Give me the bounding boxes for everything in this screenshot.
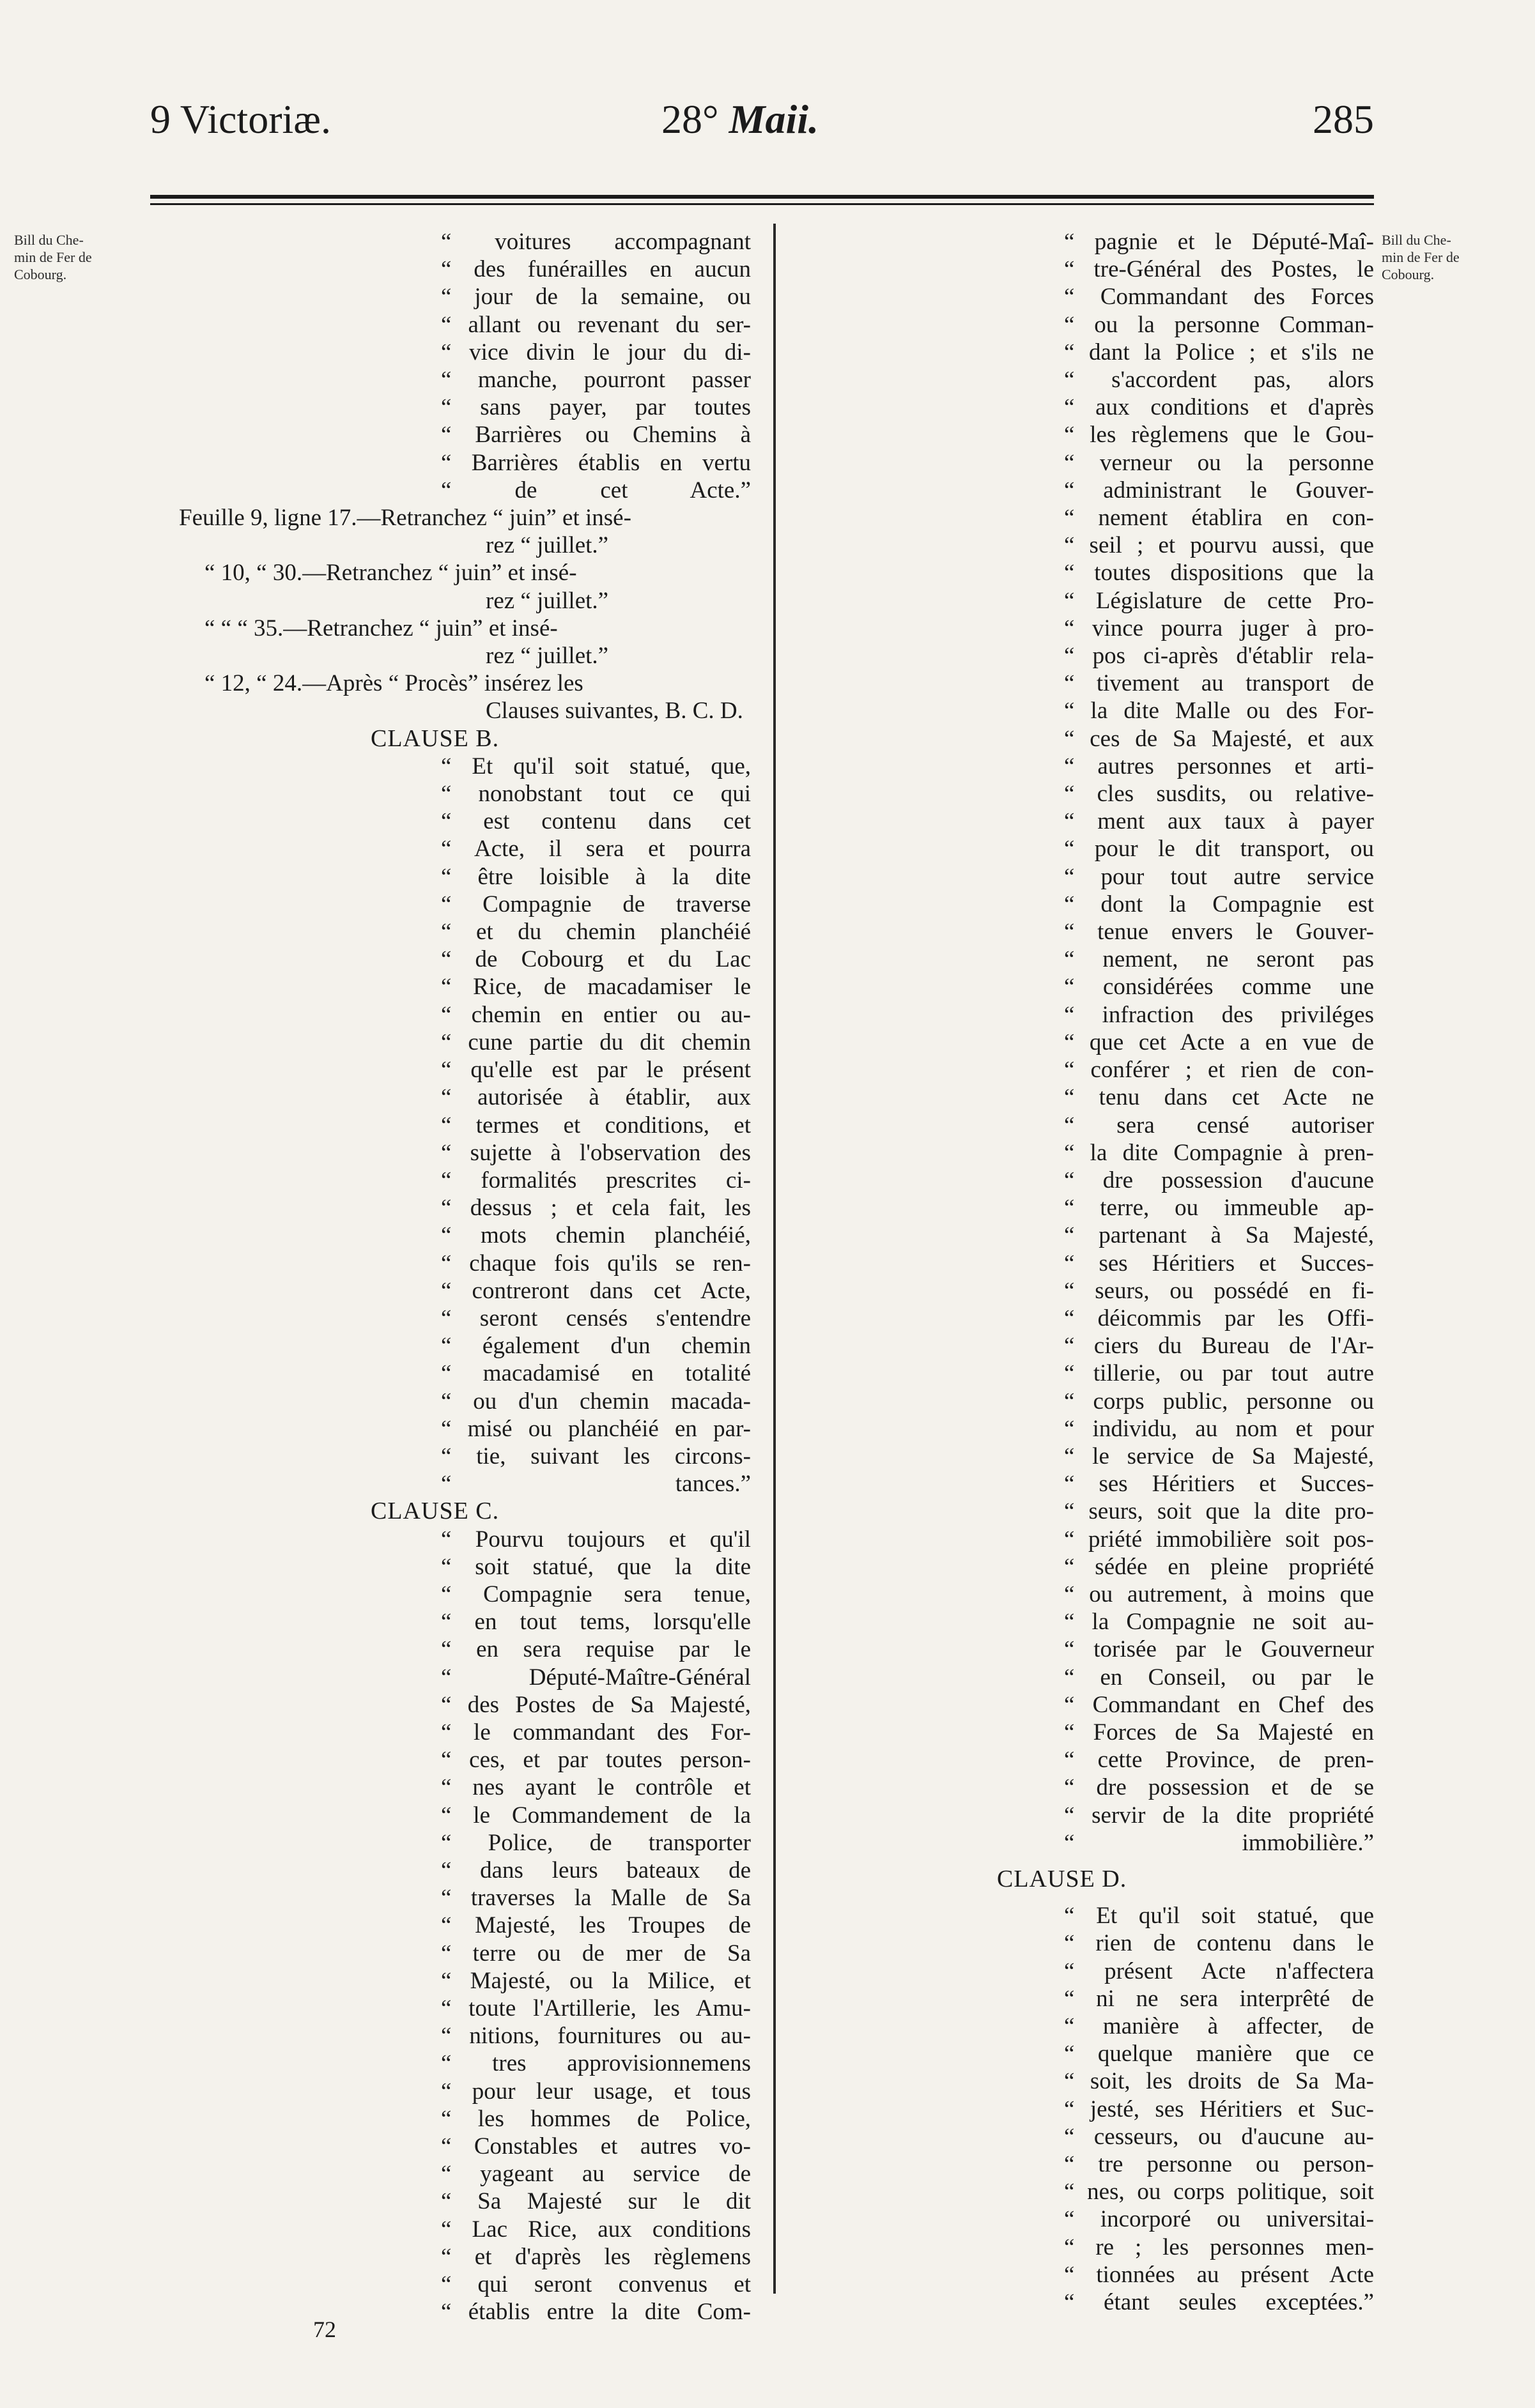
text-line: “ infraction des priviléges — [1064, 1001, 1374, 1028]
text-line: “ immobilière.” — [1064, 1829, 1374, 1856]
text-line: “ des Postes de Sa Majesté, — [441, 1691, 751, 1718]
text-line: “ toute l'Artillerie, les Amu- — [441, 1995, 751, 2021]
text-line: “ macadamisé en totalité — [441, 1360, 751, 1387]
text-line: “ les règlemens que le Gou- — [1064, 422, 1374, 449]
text-line: “ manche, pourront passer — [441, 367, 751, 394]
text-line: “ que cet Acte a en vue de — [1064, 1029, 1374, 1055]
text-line: “ seront censés s'entendre — [441, 1305, 751, 1331]
text-line: “ en sera requise par le — [441, 1636, 751, 1663]
header-month: Maii. — [729, 96, 819, 142]
text-line: “ la dite Compagnie à pren- — [1064, 1139, 1374, 1166]
amendment-line: rez “ juillet.” — [486, 532, 609, 559]
text-line: “ tie, suivant les circons- — [441, 1443, 751, 1469]
amendment-line: “ 10, “ 30.—Retranchez “ juin” et insé- — [204, 560, 577, 587]
text-line: “ tivement au transport de — [1064, 670, 1374, 697]
text-line: “ misé ou planchéié en par- — [441, 1415, 751, 1442]
text-line: “ tenue envers le Gouver- — [1064, 919, 1374, 946]
clause-b-title: CLAUSE B. — [371, 725, 500, 752]
text-line: “ dessus ; et cela fait, les — [441, 1195, 751, 1222]
text-line: “ qui seront convenus et — [441, 2271, 751, 2298]
text-line: “ jesté, ses Héritiers et Suc- — [1064, 2096, 1374, 2122]
text-line: “ toutes dispositions que la — [1064, 560, 1374, 587]
text-line: “ Barrières ou Chemins à — [441, 422, 751, 449]
text-line: “ cune partie du dit chemin — [441, 1029, 751, 1055]
text-line: “ Constables et autres vo- — [441, 2133, 751, 2160]
text-line: “ ciers du Bureau de l'Ar- — [1064, 1333, 1374, 1360]
text-line: “ établis entre la dite Com- — [441, 2299, 751, 2326]
text-line: “ nement, ne seront pas — [1064, 946, 1374, 973]
text-line: “ ment aux taux à payer — [1064, 808, 1374, 835]
text-line: “ et du chemin planchéié — [441, 919, 751, 946]
text-line: “ ou la personne Comman- — [1064, 311, 1374, 338]
text-line: “ sans payer, par toutes — [441, 394, 751, 421]
amendment-line: “ 12, “ 24.—Après “ Procès” insérez les — [204, 670, 583, 697]
margin-note-left: Bill du Che- min de Fer de Cobourg. — [14, 232, 92, 282]
text-line: “ nement établira en con- — [1064, 505, 1374, 532]
text-line: “ étant seules exceptées.” — [1064, 2289, 1374, 2316]
text-line: “ déicommis par les Offi- — [1064, 1305, 1374, 1331]
text-line: “ dre possession d'aucune — [1064, 1167, 1374, 1193]
text-line: “ Rice, de macadamiser le — [441, 974, 751, 1001]
clause-c-title: CLAUSE C. — [371, 1498, 500, 1525]
text-line: “ vince pourra juger à pro- — [1064, 615, 1374, 641]
text-line: “ sujette à l'observation des — [441, 1139, 751, 1166]
text-line: “ de cet Acte.” — [441, 477, 751, 503]
text-line: “ Législature de cette Pro- — [1064, 587, 1374, 614]
text-line: “ terre, ou immeuble ap- — [1064, 1195, 1374, 1222]
text-line: “ aux conditions et d'après — [1064, 394, 1374, 421]
text-line: “ tre-Général des Postes, le — [1064, 256, 1374, 283]
text-line: “ termes et conditions, et — [441, 1112, 751, 1139]
text-line: “ les hommes de Police, — [441, 2105, 751, 2132]
text-line: “ incorporé ou universitai- — [1064, 2206, 1374, 2233]
text-line: “ le commandant des For- — [441, 1719, 751, 1745]
text-line: “ nes ayant le contrôle et — [441, 1774, 751, 1801]
text-line: “ Forces de Sa Majesté en — [1064, 1719, 1374, 1745]
page-header — [150, 96, 1374, 153]
text-line: “ verneur ou la personne — [1064, 449, 1374, 476]
text-line: “ cette Province, de pren- — [1064, 1747, 1374, 1774]
text-line: “ soit statué, que la dite — [441, 1553, 751, 1580]
text-line: “ torisée par le Gouverneur — [1064, 1636, 1374, 1663]
text-line: “ Et qu'il soit statué, que, — [441, 753, 751, 779]
text-line: “ Compagnie de traverse — [441, 891, 751, 917]
text-line: “ tre personne ou person- — [1064, 2151, 1374, 2178]
text-line: “ rien de contenu dans le — [1064, 1930, 1374, 1957]
right-column — [997, 228, 1374, 2316]
text-line: “ Et qu'il soit statué, que — [1064, 1903, 1374, 1929]
amendment-line: Clauses suivantes, B. C. D. — [486, 698, 743, 725]
text-line: “ tionnées au présent Acte — [1064, 2261, 1374, 2288]
text-line: “ mots chemin planchéié, — [441, 1222, 751, 1249]
clause-d-title: CLAUSE D. — [997, 1865, 1127, 1892]
text-line: “ Acte, il sera et pourra — [441, 836, 751, 863]
text-line: “ cles susdits, ou relative- — [1064, 781, 1374, 808]
text-line: “ manière à affecter, de — [1064, 2013, 1374, 2039]
text-line: “ ou d'un chemin macada- — [441, 1388, 751, 1415]
text-line: “ seurs, ou possédé en fi- — [1064, 1277, 1374, 1304]
text-line: “ dont la Compagnie est — [1064, 891, 1374, 917]
quote-block-1 — [441, 228, 751, 504]
text-line: “ sédée en pleine propriété — [1064, 1553, 1374, 1580]
text-line: “ le Commandement de la — [441, 1802, 751, 1829]
text-line: “ ses Héritiers et Succes- — [1064, 1250, 1374, 1277]
text-line: “ Compagnie sera tenue, — [441, 1581, 751, 1607]
text-line: “ Barrières établis en vertu — [441, 449, 751, 476]
text-line: “ servir de la dite propriété — [1064, 1802, 1374, 1829]
signature-mark: 72 — [313, 2317, 336, 2342]
text-line: “ seil ; et pourvu aussi, que — [1064, 532, 1374, 559]
text-line: “ pagnie et le Député-Maî- — [1064, 229, 1374, 255]
text-line: “ tenu dans cet Acte ne — [1064, 1084, 1374, 1111]
text-line: “ priété immobilière soit pos- — [1064, 1526, 1374, 1553]
clause-d-text — [1064, 1902, 1374, 2316]
text-line: “ autorisée à établir, aux — [441, 1084, 751, 1111]
text-line: “ partenant à Sa Majesté, — [1064, 1222, 1374, 1249]
text-line: “ pos ci-après d'établir rela- — [1064, 643, 1374, 670]
text-line: “ terre ou de mer de Sa — [441, 1940, 751, 1967]
text-line: “ ou autrement, à moins que — [1064, 1581, 1374, 1607]
text-line: “ conférer ; et rien de con- — [1064, 1057, 1374, 1084]
text-line: “ s'accordent pas, alors — [1064, 367, 1374, 394]
text-line: “ et d'après les règlemens — [441, 2243, 751, 2270]
text-line: “ soit, les droits de Sa Ma- — [1064, 2068, 1374, 2095]
text-line: “ pour leur usage, et tous — [441, 2078, 751, 2105]
text-line: “ Commandant en Chef des — [1064, 1691, 1374, 1718]
text-line: “ de Cobourg et du Lac — [441, 946, 751, 973]
text-line: “ également d'un chemin — [441, 1333, 751, 1360]
text-line: “ chaque fois qu'ils se ren- — [441, 1250, 751, 1277]
text-line: “ Majesté, ou la Milice, et — [441, 1967, 751, 1994]
text-line: “ dre possession et de se — [1064, 1774, 1374, 1801]
text-line: “ traverses la Malle de Sa — [441, 1885, 751, 1912]
text-line: “ présent Acte n'affectera — [1064, 1958, 1374, 1984]
text-line: “ être loisible à la dite — [441, 863, 751, 890]
text-line: “ Sa Majesté sur le dit — [441, 2188, 751, 2215]
text-line: “ Commandant des Forces — [1064, 284, 1374, 311]
text-line: “ qu'elle est par le présent — [441, 1057, 751, 1084]
text-line: “ est contenu dans cet — [441, 808, 751, 835]
header-day: 28° — [661, 96, 719, 142]
text-line: “ dans leurs bateaux de — [441, 1857, 751, 1883]
text-line: “ Député-Maître-Général — [441, 1664, 751, 1691]
text-line: “ formalités prescrites ci- — [441, 1167, 751, 1193]
text-line: “ yageant au service de — [441, 2161, 751, 2188]
text-line: “ chemin en entier ou au- — [441, 1001, 751, 1028]
amendment-line: “ “ “ 35.—Retranchez “ juin” et insé- — [204, 615, 558, 641]
text-line: “ la dite Malle ou des For- — [1064, 698, 1374, 725]
amendments-block — [179, 504, 754, 725]
header-rule-thin — [150, 203, 1374, 205]
text-line: “ la Compagnie ne soit au- — [1064, 1609, 1374, 1636]
text-line: “ ni ne sera interprêté de — [1064, 1985, 1374, 2012]
text-line: “ tances.” — [441, 1471, 751, 1498]
text-line: “ voitures accompagnant — [441, 229, 751, 255]
text-line: “ Police, de transporter — [441, 1829, 751, 1856]
text-line: “ ces, et par toutes person- — [441, 1747, 751, 1774]
regnal-year: 9 Victoriæ. — [150, 96, 331, 142]
text-line: “ le service de Sa Majesté, — [1064, 1443, 1374, 1469]
text-line: “ allant ou revenant du ser- — [441, 311, 751, 338]
column-divider — [773, 224, 776, 2294]
margin-note-right: Bill du Che- min de Fer de Cobourg. — [1382, 232, 1460, 282]
text-line: “ pour le dit transport, ou — [1064, 836, 1374, 863]
text-line: “ cesseurs, ou d'aucune au- — [1064, 2123, 1374, 2150]
clause-b-text — [441, 753, 751, 1498]
text-line: “ en Conseil, ou par le — [1064, 1664, 1374, 1691]
text-line: “ contreront dans cet Acte, — [441, 1277, 751, 1304]
amendment-line: Feuille 9, ligne 17.—Retranchez “ juin” et insé- — [179, 505, 631, 532]
clause-c-text — [441, 1526, 751, 2326]
text-line: “ Majesté, les Troupes de — [441, 1912, 751, 1939]
text-line: “ Pourvu toujours et qu'il — [441, 1526, 751, 1553]
amendment-line: rez “ juillet.” — [486, 587, 609, 614]
text-line: “ tres approvisionnemens — [441, 2050, 751, 2077]
header-rule-thick — [150, 195, 1374, 199]
text-line: “ nes, ou corps politique, soit — [1064, 2179, 1374, 2205]
page-number: 285 — [1313, 96, 1374, 142]
text-line: “ nonobstant tout ce qui — [441, 781, 751, 808]
header-date — [661, 96, 819, 143]
text-line: “ des funérailles en aucun — [441, 256, 751, 283]
amendment-line: rez “ juillet.” — [486, 643, 609, 670]
text-line: “ nitions, fournitures ou au- — [441, 2023, 751, 2050]
text-line: “ individu, au nom et pour — [1064, 1415, 1374, 1442]
text-line: “ quelque manière que ce — [1064, 2041, 1374, 2067]
text-line: “ considérées comme une — [1064, 974, 1374, 1001]
text-line: “ administrant le Gouver- — [1064, 477, 1374, 503]
text-line: “ en tout tems, lorsqu'elle — [441, 1609, 751, 1636]
left-column — [179, 228, 754, 2326]
text-line: “ vice divin le jour du di- — [441, 339, 751, 365]
text-line: “ sera censé autoriser — [1064, 1112, 1374, 1139]
text-line: “ corps public, personne ou — [1064, 1388, 1374, 1415]
text-line: “ autres personnes et arti- — [1064, 753, 1374, 779]
text-line: “ seurs, soit que la dite pro- — [1064, 1498, 1374, 1525]
clause-c-continued — [1064, 228, 1374, 1857]
text-line: “ tillerie, ou par tout autre — [1064, 1360, 1374, 1387]
text-line: “ dant la Police ; et s'ils ne — [1064, 339, 1374, 365]
text-line: “ jour de la semaine, ou — [441, 284, 751, 311]
text-line: “ ses Héritiers et Succes- — [1064, 1471, 1374, 1498]
text-line: “ pour tout autre service — [1064, 863, 1374, 890]
text-line: “ ces de Sa Majesté, et aux — [1064, 725, 1374, 752]
text-line: “ re ; les personnes men- — [1064, 2234, 1374, 2260]
text-line: “ Lac Rice, aux conditions — [441, 2216, 751, 2243]
